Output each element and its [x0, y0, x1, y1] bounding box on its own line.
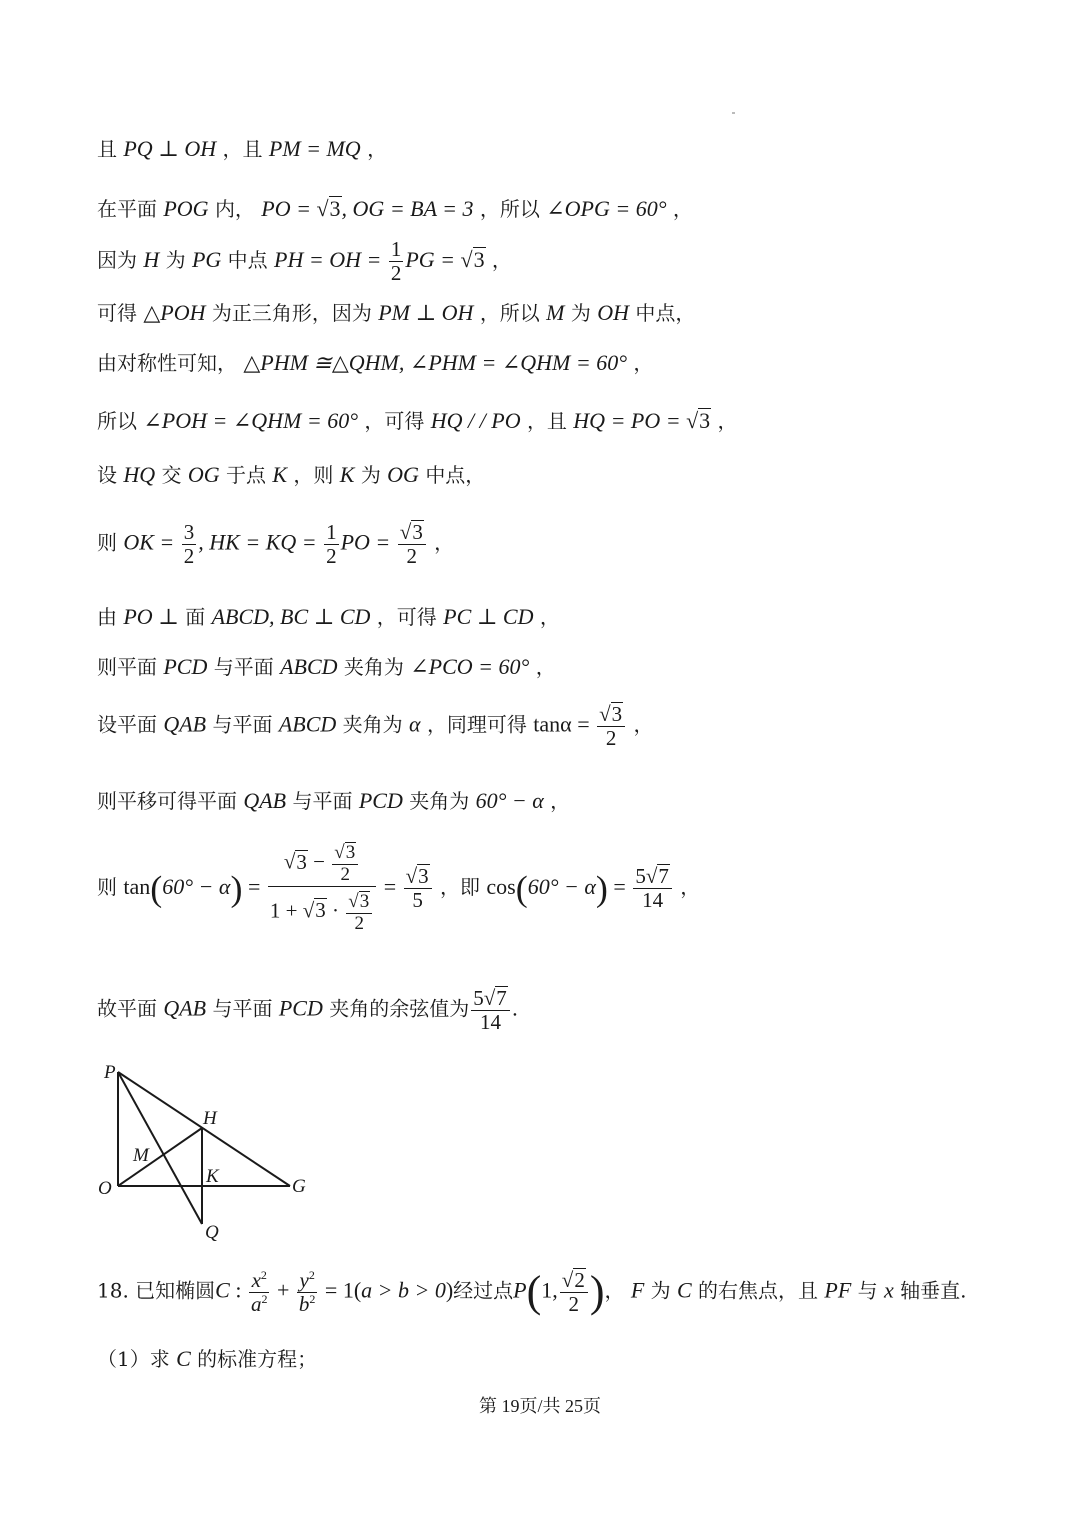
solution-line-2: 在平面 POG 内， PO = √3, OG = BA = 3 ，所以 ∠OPG = 60° ，: [97, 196, 693, 221]
text: .: [511, 996, 519, 1021]
math: PM = MQ: [268, 136, 361, 161]
text: 中点: [227, 248, 268, 273]
text: ，: [680, 874, 701, 899]
math: PO =: [340, 529, 396, 555]
math: OG: [387, 462, 419, 487]
solution-line-8: [97, 520, 454, 568]
label-M: M: [133, 1145, 149, 1166]
math: OG: [187, 462, 220, 487]
text: ，可得: [364, 409, 425, 433]
math: :: [229, 1277, 247, 1303]
text: 可得: [97, 301, 137, 325]
text: 则平面: [97, 655, 157, 679]
text: ，: [539, 605, 560, 629]
text: 与平面: [212, 996, 273, 1021]
text: （1）求: [97, 1347, 170, 1371]
fraction: $\frac{1}{2}$: [390, 237, 402, 286]
math: PCD: [278, 995, 323, 1021]
math: HQ / / PO: [430, 408, 521, 433]
math: =: [378, 873, 402, 899]
text: 由: [97, 605, 117, 629]
math: x: [884, 1277, 894, 1303]
math: C: [176, 1346, 191, 1371]
math: △PHM ≅△QHM, ∠PHM = ∠QHM = 60°: [243, 350, 627, 375]
fraction: $\frac{√2}{2}$: [560, 1268, 588, 1316]
text: 于点: [226, 463, 266, 487]
segment-PQ: [118, 1072, 202, 1224]
sqrt-radicand: 3: [473, 247, 485, 273]
fraction: $\frac{x^2}{a^2}$: [250, 1267, 268, 1316]
text: ，可得: [376, 605, 437, 629]
text: ，: [434, 530, 455, 555]
text: ，且: [222, 137, 263, 161]
fraction: $\frac{√3}{2}$: [597, 702, 625, 750]
math: = 1(: [319, 1277, 362, 1303]
math: =: [242, 873, 266, 899]
text: ，: [633, 351, 654, 375]
text: 18. 已知椭圆: [97, 1278, 216, 1303]
text: 为: [650, 1278, 671, 1303]
problem-18-statement: 18. 已知椭圆C : $\frac{x^2}{a^2}$ + $\frac{y^2}{b^2}$ = 1(a > b > 0)经过点P(1, $\frac{√2}{2}$ )， F 为 C 的右焦点，且 PF 与 x 轴垂直.: [97, 1267, 967, 1317]
text: 内，: [214, 197, 255, 221]
text: 与平面: [213, 655, 274, 679]
math: ABCD, BC ⊥ CD: [211, 604, 371, 629]
text: 面: [185, 605, 206, 629]
math: M: [546, 300, 565, 325]
math: ∠OPG = 60°: [546, 196, 667, 221]
text: 经过点: [453, 1278, 514, 1303]
math: QAB: [243, 788, 287, 813]
math: α: [409, 711, 421, 737]
fraction: $\frac{5√7}{14}$: [633, 864, 672, 912]
solution-line-10: [97, 656, 556, 678]
text: 夹角为: [343, 655, 404, 679]
text: 夹角为: [342, 712, 403, 737]
sqrt-radicand: 3: [699, 408, 711, 433]
math: PO ⊥: [123, 604, 179, 629]
math: ABCD: [278, 711, 337, 737]
text: 所以: [97, 409, 137, 433]
text: 故平面: [97, 996, 157, 1021]
math: cos: [486, 873, 516, 899]
math: OH: [597, 300, 629, 325]
text: 与平面: [212, 712, 273, 737]
math: ABCD: [280, 654, 338, 679]
text: 的标准方程；: [197, 1347, 318, 1371]
math: HQ: [123, 462, 156, 487]
math: F: [630, 1277, 645, 1303]
math: QAB: [163, 711, 207, 737]
text: ，: [535, 655, 556, 679]
solution-line-12: [97, 790, 570, 812]
solution-line-14: [97, 986, 518, 1034]
text: ，: [604, 1278, 625, 1303]
text: 为: [570, 301, 591, 325]
math: 1,: [541, 1277, 558, 1303]
math: a > b > 0: [361, 1277, 446, 1303]
page-footer: 第 19页/共 25页: [478, 1396, 601, 1416]
math: PG: [191, 247, 222, 273]
problem-18-part-1: [97, 1348, 317, 1370]
math: , HK = KQ =: [198, 529, 323, 555]
text: 夹角的余弦值为: [329, 996, 470, 1021]
text: 则平移可得平面: [97, 789, 237, 813]
text: 则: [97, 874, 117, 899]
math: H: [143, 247, 160, 273]
text: 中点，: [425, 463, 486, 487]
text: ，所以: [479, 197, 540, 221]
text: ，: [672, 197, 693, 221]
text: 则: [97, 530, 117, 555]
math: PCD: [163, 654, 208, 679]
math: K: [272, 462, 288, 487]
fraction: $\frac{y^2}{b^2}$: [298, 1267, 316, 1316]
math: PH = OH =: [274, 247, 387, 273]
text: 轴垂直.: [900, 1278, 967, 1303]
fraction: $\frac{5√7}{14}$: [471, 986, 510, 1034]
fraction: $\frac{3}{2}$: [183, 519, 195, 568]
solution-line-6: 所以 ∠POH = ∠QHM = 60° ，可得 HQ / / PO ，且 HQ = PO = √3 ，: [97, 408, 738, 433]
solution-line-11: [97, 702, 654, 750]
math: 60° − α: [527, 873, 596, 899]
math: ): [445, 1277, 454, 1303]
text: 为: [165, 248, 186, 273]
text: 交: [161, 463, 182, 487]
math: ∠PCO = 60°: [410, 654, 530, 679]
math: PG =: [405, 247, 461, 273]
solution-line-7: [97, 464, 485, 486]
text: ，且: [526, 409, 567, 433]
math: +: [271, 1277, 295, 1303]
text: ，所以: [479, 301, 540, 325]
math: tanα =: [533, 711, 596, 737]
label-G: G: [292, 1176, 306, 1197]
text: ，: [550, 789, 571, 813]
math: P: [513, 1277, 527, 1303]
label-K: K: [206, 1166, 219, 1187]
text: 由对称性可知，: [97, 351, 237, 375]
text: ，同理可得: [426, 712, 527, 737]
complex-fraction: √3 − $\frac{√3}{2}$ 1 + √3 · $\frac{√3}{2}$: [268, 842, 376, 935]
math: △POH: [143, 300, 206, 325]
solution-line-5: [97, 352, 653, 374]
math: PM ⊥ OH: [378, 300, 474, 325]
math: , OG = BA = 3: [341, 196, 474, 221]
math: C: [677, 1277, 692, 1303]
text: ，则: [293, 463, 334, 487]
text: ，: [367, 137, 388, 161]
math: PC ⊥ CD: [443, 604, 534, 629]
math: 60° − α: [475, 788, 544, 813]
text: 设平面: [97, 712, 157, 737]
text: 设: [97, 463, 117, 487]
label-O: O: [98, 1178, 112, 1199]
text: ，即: [440, 874, 480, 899]
text: 且: [97, 137, 117, 161]
scan-speck: [732, 112, 735, 114]
text: ，: [491, 248, 512, 273]
label-P: P: [104, 1062, 116, 1083]
math: tan: [123, 873, 151, 899]
solution-line-4: [97, 302, 695, 324]
text: 因为: [97, 248, 137, 273]
math: PCD: [358, 788, 403, 813]
label-Q: Q: [205, 1222, 219, 1243]
text: 与平面: [292, 789, 353, 813]
math: 60° − α: [162, 873, 231, 899]
text: 夹角为: [409, 789, 470, 813]
sqrt-radicand: 3: [329, 196, 341, 221]
fraction: $\frac{1}{2}$: [326, 519, 337, 568]
text: 与: [857, 1278, 878, 1303]
math: ∠POH = ∠QHM = 60°: [143, 408, 359, 433]
math: POG: [163, 196, 209, 221]
math: PO =: [261, 196, 317, 221]
fraction: $\frac{√3}{2}$: [398, 520, 426, 568]
math: C: [215, 1277, 230, 1303]
text: 为正三角形，因为: [211, 301, 372, 325]
math: =: [607, 873, 632, 899]
fraction: $\frac{√3}{5}$: [404, 864, 432, 912]
text: ，: [633, 712, 654, 737]
text: ，: [717, 409, 738, 433]
text: 的右焦点，且: [698, 1278, 819, 1303]
math: HQ = PO =: [573, 408, 687, 433]
text: 中点，: [635, 301, 696, 325]
math: PF: [824, 1277, 852, 1303]
solution-line-13: 则 tan(60° − α) = √3 − $\frac{√3}{2}$ 1 + √3 · $\frac{√3}{2}$ = $\frac{√3}{5}$ ，即 cos(60° − α) = $\frac{5√7}{14}$ ，: [97, 842, 701, 934]
text: 为: [360, 463, 381, 487]
segment-OH: [118, 1128, 202, 1186]
solution-line-9: [97, 606, 560, 628]
solution-line-3: 因为 H 为 PG 中点 PH = OH = $\frac{1}{2}$ PG = √3 ，: [97, 237, 512, 286]
math: QAB: [163, 995, 207, 1021]
math: OK =: [123, 529, 180, 555]
label-H: H: [203, 1108, 217, 1129]
text: 在平面: [97, 197, 157, 221]
solution-line-1: [97, 138, 387, 160]
math: K: [339, 462, 355, 487]
geometry-figure: [92, 1058, 322, 1248]
math: PQ ⊥ OH: [123, 136, 217, 161]
